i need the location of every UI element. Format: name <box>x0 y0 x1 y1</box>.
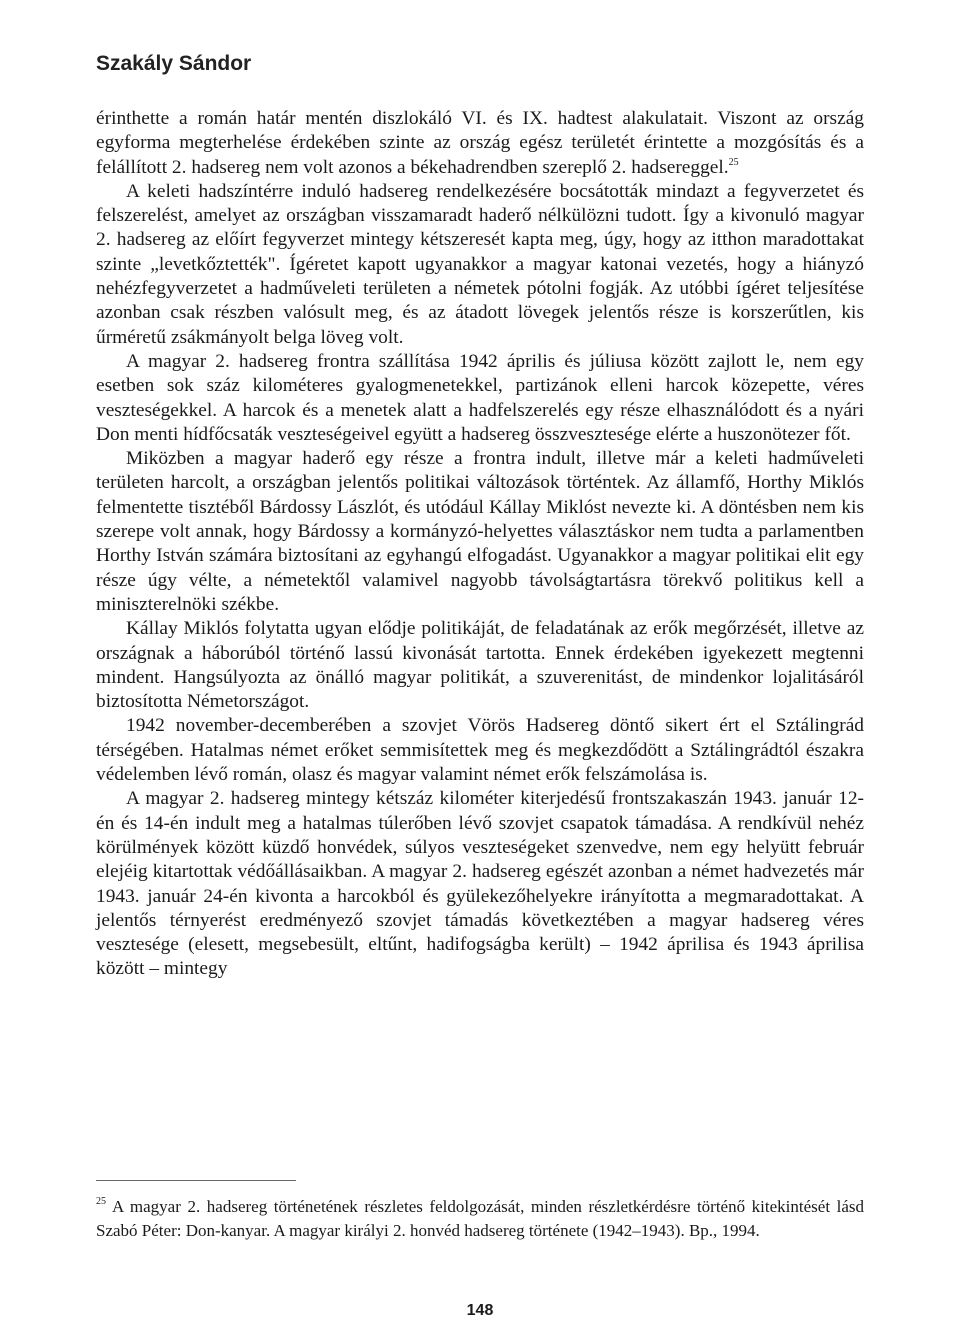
paragraph: Miközben a magyar haderő egy része a frontra indult, illetve már a keleti hadműveleti területen harcolt, a országban jelentős politikai változások történtek. Az államfő, Horthy Miklós felmentette tisztéből Bárdossy Lászlót, és utódául Kállay Miklóst nevezte ki. A döntésben nem kis szerepe volt annak, hogy Bárdossy a kormányzó-helyettes választáskor nem tudta a parlamentben Horthy István számára biztosítani az egyhangú elfogadást. Ugyanakkor a magyar politikai elit egy része úgy vélte, a németektől valamivel nagyobb távolságtartásra törekvő politikus kell a miniszterelnöki székbe. <box>96 448 864 615</box>
footnote <box>96 1195 864 1243</box>
footnote-number: 25 <box>96 1196 106 1207</box>
paragraph <box>96 107 864 180</box>
footnote-divider <box>96 1180 296 1181</box>
footnote-text: A magyar 2. hadsereg történetének részletes feldolgozását, minden részletkérdésre történő kitekintését lásd Szabó Péter: Don-kanyar. A magyar királyi 2. honvéd hadsereg története (1942–1943). Bp., 1994. <box>96 1197 864 1240</box>
body-text <box>96 107 864 982</box>
footnote-reference: 25 <box>728 156 739 168</box>
paragraph-text: érinthette a román határ mentén diszlokáló VI. és IX. hadtest alakulatait. Viszont az ország egyforma megterhelése érdekében szinte az ország egész területét érintette a mozgósítás és a felállított 2. hadsereg nem volt azonos a békehadrendben szereplő 2. hadsereggel. <box>96 108 864 178</box>
running-header-author: Szakály Sándor <box>96 52 252 75</box>
paragraph: Kállay Miklós folytatta ugyan elődje politikáját, de feladatának az erők megőrzését, illetve az országnak a háborúból történő lassú kivonását tartotta. Ennek érdekében igyekezett megtenni mindent. Hangsúlyozta az önálló magyar politikát, a szuverenitást, de mindenkor lojalitásáról biztosította Németországot. <box>96 618 864 713</box>
paragraph: A keleti hadszíntérre induló hadsereg rendelkezésére bocsátották mindazt a fegyverzetet és felszerelést, amelyet az országban visszamaradt haderő nélkülözni tudott. Így a kivonuló magyar 2. hadsereg az előírt fegyverzet mintegy kétszeresét kapta meg, úgy, hogy az itthon maradottakat szinte „levetkőztették". Ígéretet kapott ugyanakkor a magyar katonai vezetés, hogy a hiányzó nehézfegyverzetet a hadműveleti területen a németek pótolni fogják. Az utóbbi ígéret teljesítése azonban csak részben valósult meg, és az átadott lövegek jelentős része is korszerűtlen, kis űrméretű zsákmányolt belga löveg volt. <box>96 180 864 348</box>
page-number: 148 <box>466 1302 494 1319</box>
paragraph: 1942 november-decemberében a szovjet Vörös Hadsereg döntő sikert ért el Sztálingrád térségében. Hatalmas német erőket semmisítettek meg és megkezdődött a Sztálingrádtól északra védelemben lévő román, olasz és magyar valamint német erők felszámolása is. <box>96 715 864 786</box>
paragraph: A magyar 2. hadsereg mintegy kétszáz kilométer kiterjedésű frontszakaszán 1943. január 12-én és 14-én indult meg a hatalmas túlerőben lévő szovjet csapatok támadása. A rendkívül nehéz körülmények között küzdő honvédek, súlyos veszteségeket szenvedve, nem egy helyütt február elejéig kitartottak védőállásaikban. A magyar 2. hadsereg egészét azonban a német hadvezetés már 1943. január 24-én kivonta a harcokból és gyülekezőhelyekre irányította a megmaradottakat. A jelentős térnyerést eredményező szovjet támadás következtében a magyar hadsereg véres vesztesége (elesett, megsebesült, eltűnt, hadifogságba került) – 1942 áprilisa és 1943 áprilisa között – mintegy <box>96 788 864 980</box>
paragraph: A magyar 2. hadsereg frontra szállítása 1942 április és júliusa között zajlott le, nem egy esetben sok száz kilométeres gyalogmenetekkel, partizánok elleni harcok közepette, véres veszteségekkel. A harcok és a menetek alatt a hadfelszerelés egy része elhasználódott és a nyári Don menti hídfőcsaták veszteségeivel együtt a hadsereg összveszteségе elérte a huszonötezer főt. <box>96 350 864 445</box>
